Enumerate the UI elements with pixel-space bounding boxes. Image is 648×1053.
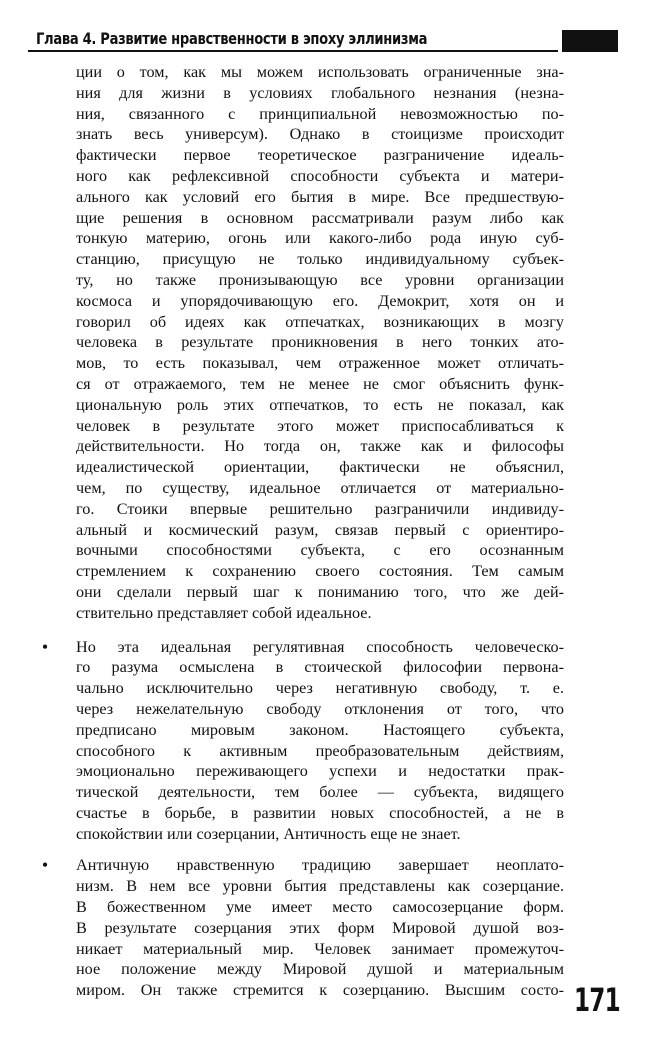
text-line: щие решения в основном рассматривали разум либо как bbox=[76, 208, 564, 227]
text-line: ния для жизни в условиях глобального незнания (незна- bbox=[76, 83, 564, 102]
text-line: говорил об идеях как отпечатках, возникающих в мозгу bbox=[76, 312, 564, 331]
text-line: ся от отражаемого, тем не менее не смог объяснить функ- bbox=[76, 374, 564, 393]
text-line: предписано мировым законом. Настоящего субъекта, bbox=[76, 720, 564, 739]
text-line: Античную нравственную традицию завершает неоплато- bbox=[76, 856, 564, 875]
bullet-text bbox=[76, 637, 564, 845]
bullet-item bbox=[41, 855, 564, 1001]
text-line: стремлением к сохранению своего состояния. Тем самым bbox=[76, 562, 564, 581]
text-line: действительности. Но тогда он, также как и философы bbox=[76, 437, 564, 456]
text-line: через нежелательную свободу отклонения от того, что bbox=[76, 699, 564, 718]
text-line: вочными способностями субъекта, с его осознанным bbox=[76, 541, 564, 560]
text-line: ции о том, как мы можем использовать ограниченные зна- bbox=[76, 63, 564, 81]
bullet-item bbox=[41, 636, 564, 845]
text-line: ного как рефлексивной способности субъекта и матери- bbox=[76, 166, 564, 185]
text-line: знать весь универсум). Однако в стоицизме происходит bbox=[76, 125, 564, 144]
running-header bbox=[28, 26, 618, 54]
page-number: 171 bbox=[574, 981, 620, 1019]
text-line: чем, по существу, идеальное отличается от материально- bbox=[76, 478, 564, 497]
text-line: никает материальный мир. Человек занимает промежуточ- bbox=[76, 939, 564, 958]
chapter-title: Глава 4. Развитие нравственности в эпоху эллинизма bbox=[36, 29, 428, 48]
text-line: го разума осмыслена в стоической философии первона- bbox=[76, 658, 564, 677]
text-line: ствительно представляет собой идеальное. bbox=[76, 603, 372, 622]
text-line: ту, но также пронизывающую все уровни организации bbox=[76, 270, 564, 289]
bullet-icon: • bbox=[41, 636, 49, 657]
text-line: счастье в борьбе, в развитии новых способностей, а не в bbox=[76, 803, 564, 822]
paragraph bbox=[76, 62, 564, 624]
text-line: они сделали первый шаг к пониманию того, что же дей- bbox=[76, 582, 564, 601]
text-line: тической деятельности, тем более — субъекта, видящего bbox=[76, 783, 564, 802]
text-line: человек в результате этого может приспосабливаться к bbox=[76, 416, 564, 435]
text-line: спокойствии или созерцании, Античность еще не знает. bbox=[76, 824, 461, 843]
text-line: миром. Он также стремится к созерцанию. Высшим состо- bbox=[76, 981, 564, 1000]
text-line: станцию, присущую не только индивидуальному субъек- bbox=[76, 250, 564, 269]
text-line: человека в результате проникновения в него тонких ато- bbox=[76, 333, 564, 352]
header-rule bbox=[28, 50, 558, 52]
header-black-block bbox=[562, 30, 618, 52]
text-line: альный и космический разум, связав первый с ориентиро- bbox=[76, 520, 564, 539]
text-line: ального как условий его бытия в мире. Все предшествую- bbox=[76, 187, 564, 206]
text-line: В божественном уме имеет место самосозерцание форм. bbox=[76, 898, 564, 917]
text-line: низм. В нем все уровни бытия представлены как созерцание. bbox=[76, 877, 564, 896]
text-line: космоса и упорядочивающую его. Демокрит, хотя он и bbox=[76, 291, 564, 310]
text-line: мов, то есть показывал, чем отраженное может отличать- bbox=[76, 354, 564, 373]
text-line: фактически первое теоретическое разграничение идеаль- bbox=[76, 146, 564, 165]
text-line: способного к активным преобразовательным действиям, bbox=[76, 741, 564, 760]
bullet-text bbox=[76, 855, 564, 1001]
text-line: циональную роль этих отпечатков, то есть не показал, как bbox=[76, 395, 564, 414]
bullet-icon: • bbox=[41, 855, 49, 876]
text-line: В результате созерцания этих форм Мировой душой воз- bbox=[76, 918, 564, 937]
text-line: идеалистической ориентации, фактически не объяснил, bbox=[76, 458, 564, 477]
text-line: го. Стоики впервые решительно разграничили индивиду- bbox=[76, 499, 564, 518]
text-line: эмоционально переживающего успехи и недостатки прак- bbox=[76, 762, 564, 781]
text-line: тонкую материю, огонь или какого-либо рода иную суб- bbox=[76, 229, 564, 248]
text-line: Но эта идеальная регулятивная способность человеческо- bbox=[76, 637, 564, 656]
text-line: чально исключительно через негативную свободу, т. е. bbox=[76, 679, 564, 698]
text-line: ния, связанного с принципиальной невозможностью по- bbox=[76, 104, 564, 123]
text-line: ное положение между Мировой душой и материальным bbox=[76, 960, 564, 979]
page-body bbox=[41, 62, 564, 1001]
